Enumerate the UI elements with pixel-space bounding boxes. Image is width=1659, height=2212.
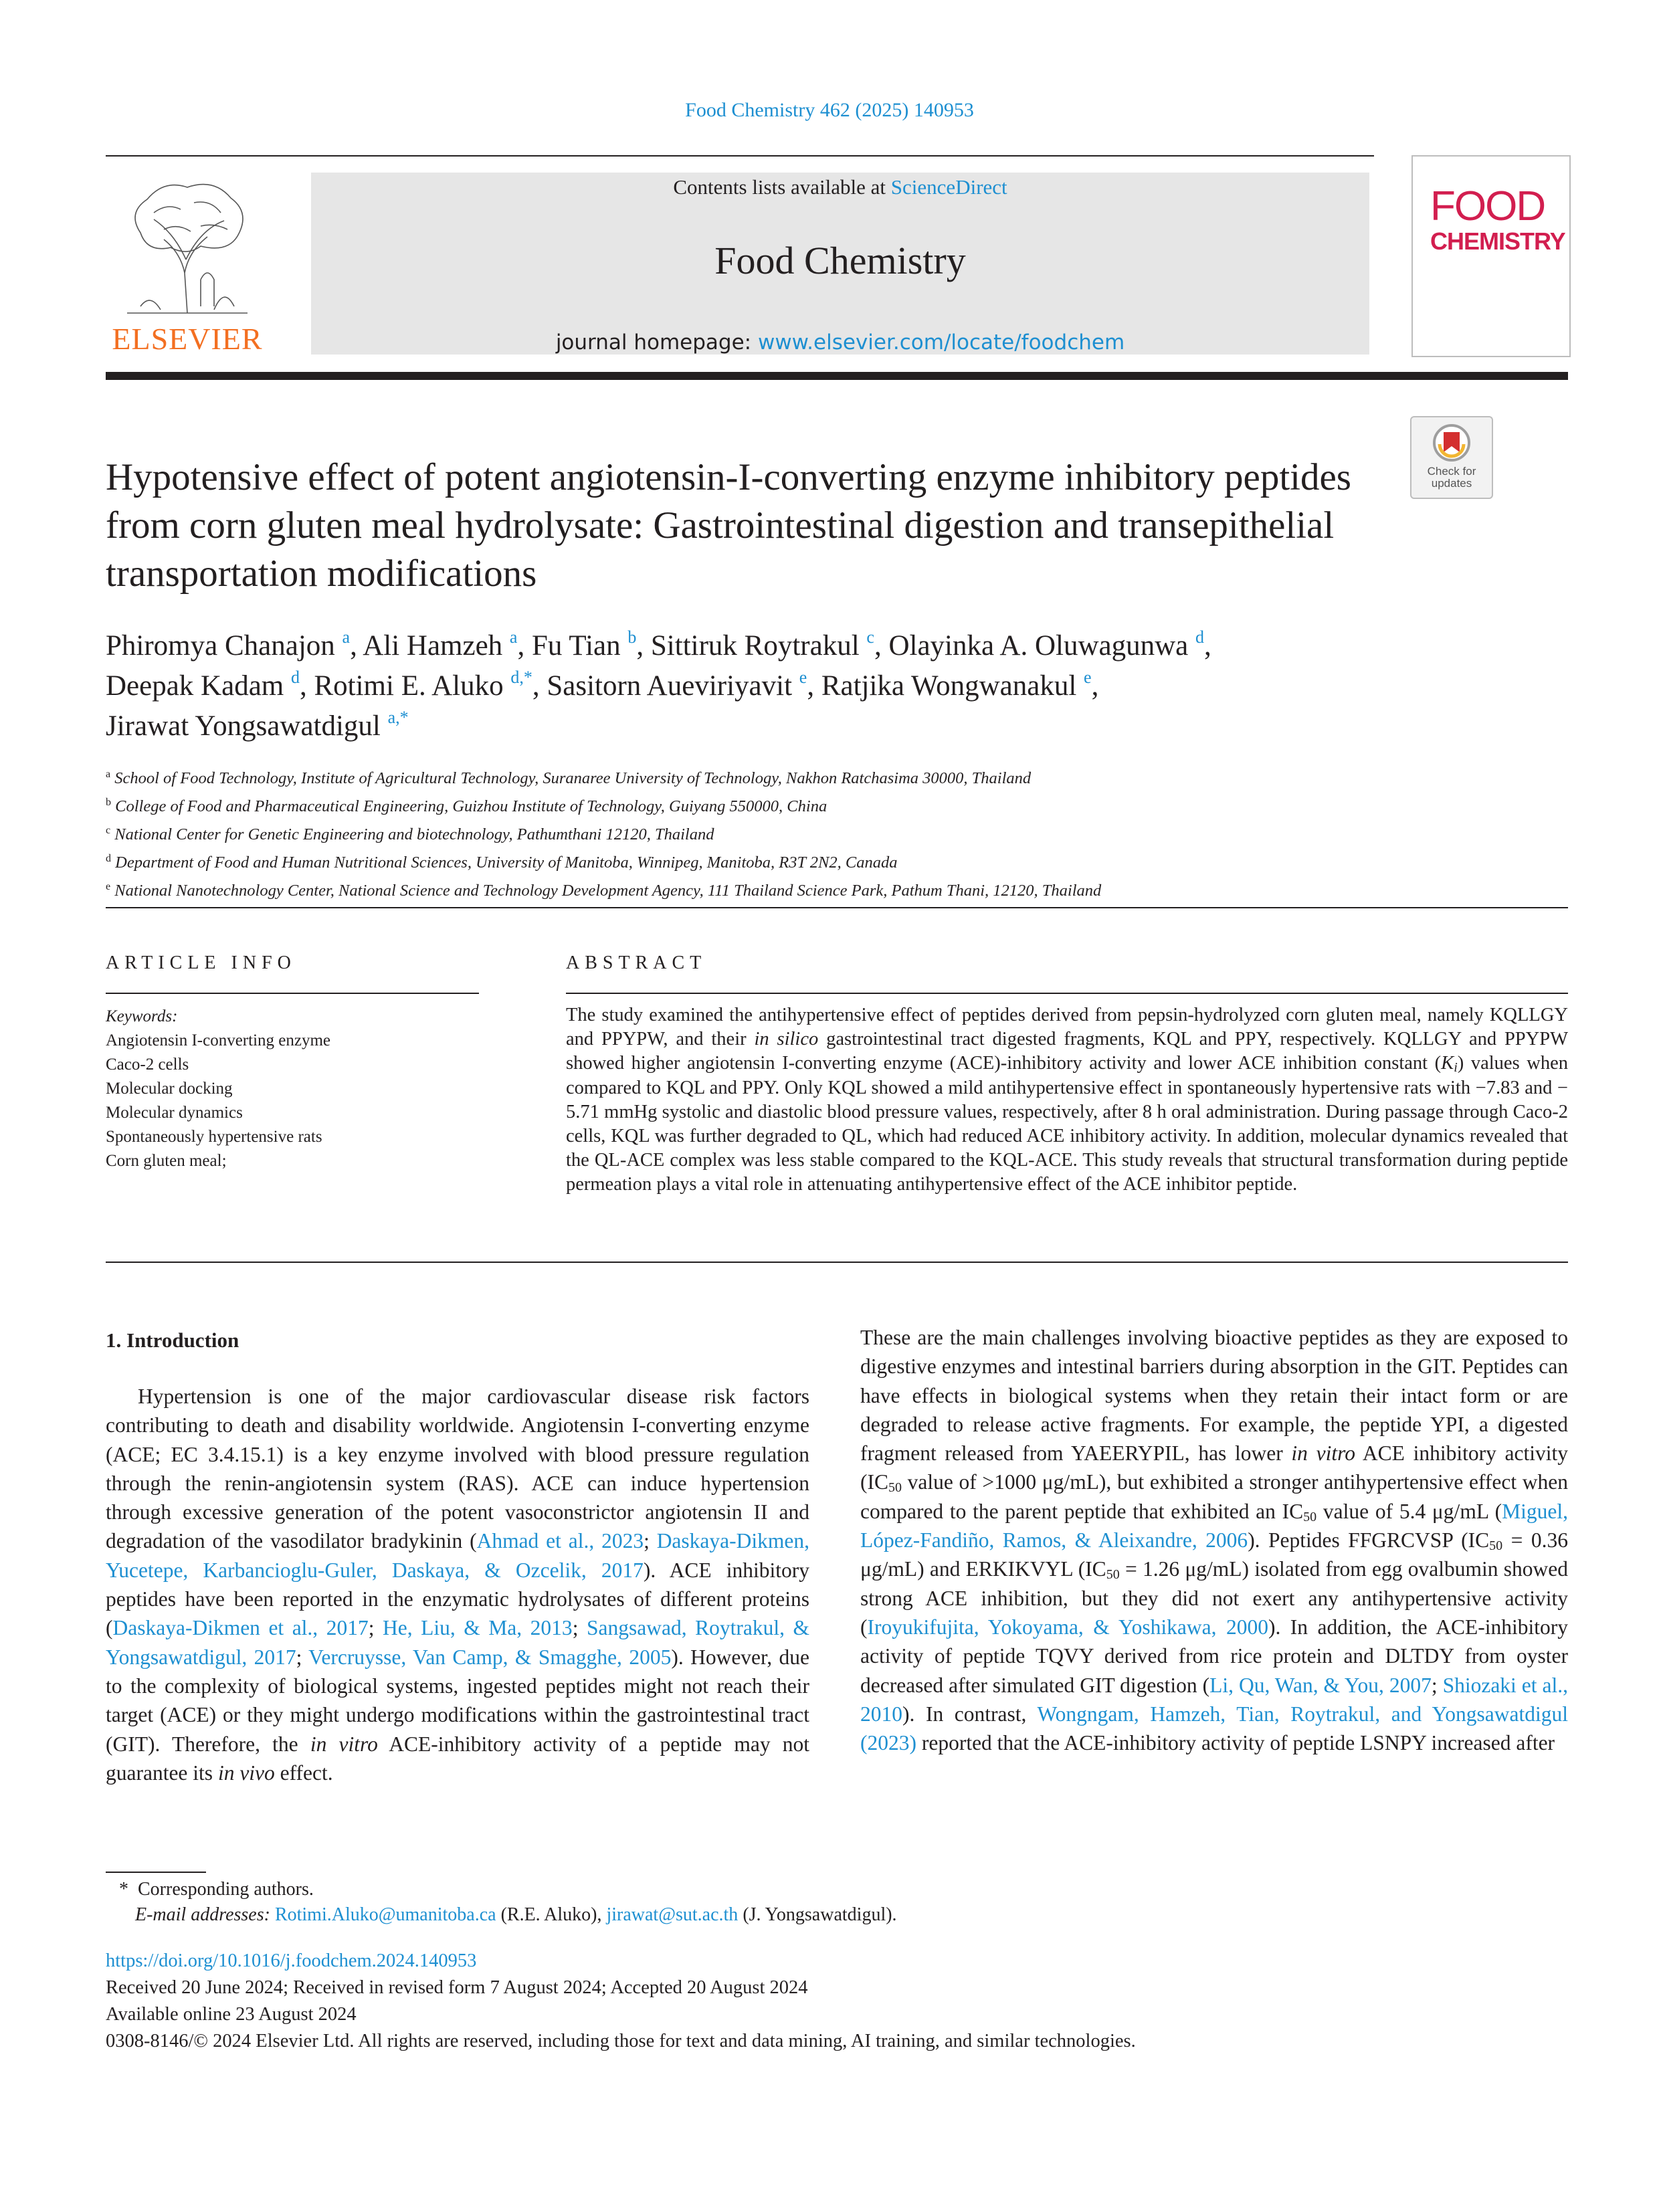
available-online: Available online 23 August 2024 bbox=[106, 2004, 357, 2025]
contents-available-line bbox=[311, 175, 1369, 199]
keyword-item: Angiotensin I-converting enzyme bbox=[106, 1031, 331, 1049]
author-name: Sittiruk Roytrakul bbox=[650, 630, 860, 662]
author-name: Fu Tian bbox=[531, 630, 621, 662]
affiliation-text: School of Food Technology, Institute of Agricultural Technology, Suranaree University of Technology, Nakhon Ratchasima 30000, Thailand bbox=[114, 769, 1032, 787]
citation-link[interactable]: Wongngam, Hamzeh, Tian, Roytrakul, and Yongsawatdigul (2023) bbox=[860, 1702, 1568, 1755]
journal-homepage-line bbox=[311, 330, 1369, 355]
affiliation-key: d bbox=[106, 853, 111, 864]
keywords-label: Keywords: bbox=[106, 1007, 178, 1025]
keyword-item: Molecular docking bbox=[106, 1080, 233, 1098]
author-name: Olayinka A. Oluwagunwa bbox=[888, 630, 1189, 662]
citation-link[interactable]: Miguel, López-Fandiño, Ramos, & Aleixandre, 2006 bbox=[860, 1499, 1568, 1552]
abstract-rule bbox=[566, 993, 1568, 994]
author-affiliation-marker[interactable]: a,* bbox=[387, 708, 409, 727]
journal-ref-link[interactable]: Food Chemistry 462 (2025) 140953 bbox=[685, 99, 974, 121]
footnote-rule bbox=[106, 1872, 206, 1873]
author-affiliation-marker[interactable]: a bbox=[342, 627, 351, 647]
corresponding-note: * Corresponding authors. bbox=[119, 1879, 314, 1900]
citation-link[interactable]: Daskaya-Dikmen et al., 2017 bbox=[112, 1616, 369, 1640]
affiliations bbox=[106, 763, 1510, 903]
check-for-updates-button[interactable] bbox=[1410, 416, 1493, 499]
author-name: Rotimi E. Aluko bbox=[314, 670, 504, 702]
doi-link[interactable]: https://doi.org/10.1016/j.foodchem.2024.140953 bbox=[106, 1950, 477, 1971]
keyword-item: Molecular dynamics bbox=[106, 1104, 243, 1122]
affiliation-item bbox=[106, 819, 1510, 847]
keywords-block bbox=[106, 1005, 480, 1173]
copyright: 0308-8146/© 2024 Elsevier Ltd. All rights are reserved, including those for text and data mining, AI training, and similar technologies. bbox=[106, 2031, 1136, 2051]
author-affiliation-marker[interactable]: e bbox=[799, 668, 807, 687]
bookmark-icon bbox=[1411, 417, 1492, 466]
abstract-body: The study examined the antihypertensive effect of peptides derived from pepsin-hydrolyzed corn gluten meal, namely KQLLGY and PPYPW, and their in silico gastrointestinal tract digested fragments, KQL and PPY, respectively. KQLLGY and PPYPW showed higher angiotensin I-converting enzyme (ACE)-inhibitory activity and lower ACE inhibition constant $(K_i)$ values when compared to KQL and PPY. Only KQL showed a mild antihypertensive effect in spontaneously hypertensive rats with −7.83 and − 5.71 mmHg systolic and diastolic blood pressure values, respectively, after 8 h oral administration. During passage through Caco-2 cells, KQL was further degraded to QL, which had reduced ACE inhibitory activity. In addition, molecular dynamics revealed that the QL-ACE complex was less stable compared to the KQL-ACE. This study reveals that structural transformation during peptide permeation plays a vital role in attenuating antihypertensive effect of the ACE inhibitor peptide. bbox=[566, 1005, 1568, 1195]
author-separator: , bbox=[350, 630, 363, 662]
affiliation-text: National Center for Genetic Engineering and biotechnology, Pathumthani 12120, Thailand bbox=[114, 825, 714, 843]
updates-label: Check for updates bbox=[1427, 465, 1476, 490]
author-separator: , bbox=[874, 630, 889, 662]
author-affiliation-marker[interactable]: a bbox=[509, 627, 518, 647]
keyword-item: Caco-2 cells bbox=[106, 1055, 189, 1074]
article-info-rule bbox=[106, 993, 479, 994]
author-separator: , bbox=[807, 670, 821, 702]
author-affiliation-marker[interactable]: d bbox=[290, 668, 300, 687]
abstract-heading: ABSTRACT bbox=[566, 952, 707, 973]
author-name: Ratjika Wongwanakul bbox=[821, 670, 1077, 702]
cover-title-food: FOOD bbox=[1430, 183, 1545, 229]
email-link[interactable]: jirawat@sut.ac.th bbox=[606, 1904, 739, 1925]
publication-info bbox=[106, 1948, 1577, 2055]
history-dates: Received 20 June 2024; Received in revised form 7 August 2024; Accepted 20 August 2024 bbox=[106, 1977, 808, 1998]
author-affiliation-marker[interactable]: d,* bbox=[510, 668, 532, 687]
citation-link[interactable]: Sangsawad, Roytrakul, & Yongsawatdigul, 2017 bbox=[106, 1616, 809, 1669]
cover-title-chemistry: CHEMISTRY bbox=[1430, 227, 1565, 255]
abstract-bottom-rule bbox=[106, 1262, 1568, 1263]
affiliation-key: a bbox=[106, 769, 111, 780]
section-divider bbox=[106, 907, 1568, 908]
intro-column-right: These are the main challenges involving bioactive peptides as they are exposed to digestive enzymes and intestinal barriers during absorption in the GIT. Peptides can have effects in biological systems when they retain their intact form or are degraded to release active fragments. For example, the peptide YPI, a digested fragment released from YAEERYPIL, has lower in vitro ACE inhibitory activity ($IC_{50}$ value of >1000 μg/mL), but exhibited a stronger antihypertensive effect when compared to the parent peptide that exhibited an $IC_{50}$ value of 5.4 μg/mL (Miguel, López-Fandiño, Ramos, & Aleixandre, 2006). Peptides FFGRCVSP ($IC_{50} = 0.36$ μg/mL) and ERKIKVYL ($IC_{50} = 1.26$ μg/mL) isolated from egg ovalbumin showed strong ACE inhibition, but they did not exert any antihypertensive activity (Iroyukifujita, Yokoyama, & Yoshikawa, 2000). In addition, the ACE-inhibitory activity of peptide TQVY derived from rice protein and DLTDY from oyster decreased after simulated GIT digestion (Li, Qu, Wan, & You, 2007; Shiozaki et al., 2010). In contrast, Wongngam, Hamzeh, Tian, Roytrakul, and Yongsawatdigul (2023) reported that the ACE-inhibitory activity of peptide LSNPY increased after bbox=[860, 1326, 1569, 1755]
author-separator: , bbox=[299, 670, 314, 702]
article-info-heading: ARTICLE INFO bbox=[106, 952, 296, 973]
author-name: Sasitorn Aueviriyavit bbox=[547, 670, 793, 702]
introduction-heading: 1. Introduction bbox=[106, 1328, 239, 1352]
citation-link[interactable]: Iroyukifujita, Yokoyama, & Yoshikawa, 2000 bbox=[867, 1615, 1268, 1639]
affiliation-item bbox=[106, 791, 1510, 819]
elsevier-wordmark: ELSEVIER bbox=[112, 322, 263, 356]
citation-link[interactable]: Vercruysse, Van Camp, & Smagghe, 2005 bbox=[308, 1645, 672, 1669]
affiliation-text: National Nanotechnology Center, National Science and Technology Development Agency, 111 Thailand Science Park, Pathum Thani, 12120, Thailand bbox=[114, 882, 1102, 900]
homepage-link[interactable]: www.elsevier.com/locate/foodchem bbox=[757, 330, 1125, 355]
author-affiliation-marker[interactable]: e bbox=[1084, 668, 1092, 687]
author-name: Phiromya Chanajon bbox=[106, 630, 335, 662]
citation-link[interactable]: Daskaya-Dikmen, Yucetepe, Karbancioglu-Guler, Daskaya, & Ozcelik, 2017 bbox=[106, 1529, 809, 1582]
email-link[interactable]: Rotimi.Aluko@umanitoba.ca bbox=[274, 1904, 496, 1925]
keyword-item: Corn gluten meal; bbox=[106, 1152, 227, 1170]
citation-link[interactable]: Shiozaki et al., 2010 bbox=[860, 1673, 1568, 1726]
intro-column-left: Hypertension is one of the major cardiovascular disease risk factors contributing to death and disability worldwide. Angiotensin I-converting enzyme (ACE; EC 3.4.15.1) is a key enzyme involved with blood pressure regulation through the renin-angiotensin system (RAS). ACE can induce hypertension through excessive generation of the potent vasoconstrictor angiotensin II and degradation of the vasodilator bradykinin (Ahmad et al., 2023; Daskaya-Dikmen, Yucetepe, Karbancioglu-Guler, Daskaya, & Ozcelik, 2017). ACE inhibitory peptides have been reported in the enzymatic hydrolysates of different proteins (Daskaya-Dikmen et al., 2017; He, Liu, & Ma, 2013; Sangsawad, Roytrakul, & Yongsawatdigul, 2017; Vercruysse, Van Camp, & Smagghe, 2005). However, due to the complexity of biological systems, ingested peptides might not reach their target (ACE) or they might undergo modifications within the gastrointestinal tract (GIT). Therefore, the in vitro ACE-inhibitory activity of a peptide may not guarantee its in vivo effect. bbox=[106, 1385, 810, 1785]
author-separator: , bbox=[517, 630, 532, 662]
author-separator: , bbox=[1204, 630, 1211, 662]
keyword-item: Spontaneously hypertensive rats bbox=[106, 1128, 322, 1146]
author-affiliation-marker[interactable]: c bbox=[866, 627, 874, 647]
journal-name: Food Chemistry bbox=[714, 239, 966, 282]
affiliation-item bbox=[106, 763, 1510, 791]
affiliation-item bbox=[106, 875, 1510, 903]
affiliation-item bbox=[106, 847, 1510, 875]
author-name: Deepak Kadam bbox=[106, 670, 284, 702]
affiliation-text: College of Food and Pharmaceutical Engineering, Guizhou Institute of Technology, Guiyang 550000, China bbox=[115, 797, 827, 815]
citation-link[interactable]: Li, Qu, Wan, & You, 2007 bbox=[1209, 1673, 1432, 1697]
affiliation-key: c bbox=[106, 825, 111, 836]
article-title: Hypotensive effect of potent angiotensin-I-converting enzyme inhibitory peptides from corn gluten meal hydrolysate: Gastrointestinal digestion and transepithelial transportation modifications bbox=[106, 456, 1351, 595]
email-note: E-mail addresses: Rotimi.Aluko@umanitoba.ca (R.E. Aluko), jirawat@sut.ac.th (J. Yongsawatdigul). bbox=[135, 1904, 897, 1925]
author-separator: , bbox=[1091, 670, 1099, 702]
header-thick-rule bbox=[106, 372, 1568, 380]
header-divider bbox=[106, 155, 1374, 157]
author-name: Ali Hamzeh bbox=[363, 630, 503, 662]
footnotes bbox=[119, 1877, 1524, 1928]
author-list bbox=[106, 626, 1444, 746]
author-separator: , bbox=[532, 670, 547, 702]
contents-prefix: Contents lists available at bbox=[673, 175, 891, 199]
author-affiliation-marker[interactable]: b bbox=[627, 627, 637, 647]
citation-link[interactable]: Ahmad et al., 2023 bbox=[476, 1529, 644, 1553]
author-affiliation-marker[interactable]: d bbox=[1195, 627, 1205, 647]
journal-reference[interactable] bbox=[0, 99, 1659, 122]
sciencedirect-link[interactable]: ScienceDirect bbox=[890, 175, 1007, 199]
homepage-prefix: journal homepage: bbox=[555, 330, 758, 355]
author-separator: , bbox=[636, 630, 651, 662]
author-name: Jirawat Yongsawatdigul bbox=[106, 710, 381, 742]
affiliation-key: b bbox=[106, 797, 111, 808]
affiliation-text: Department of Food and Human Nutritional Sciences, University of Manitoba, Winnipeg, Manitoba, R3T 2N2, Canada bbox=[115, 853, 898, 872]
citation-link[interactable]: He, Liu, & Ma, 2013 bbox=[383, 1616, 573, 1640]
affiliation-key: e bbox=[106, 881, 111, 892]
